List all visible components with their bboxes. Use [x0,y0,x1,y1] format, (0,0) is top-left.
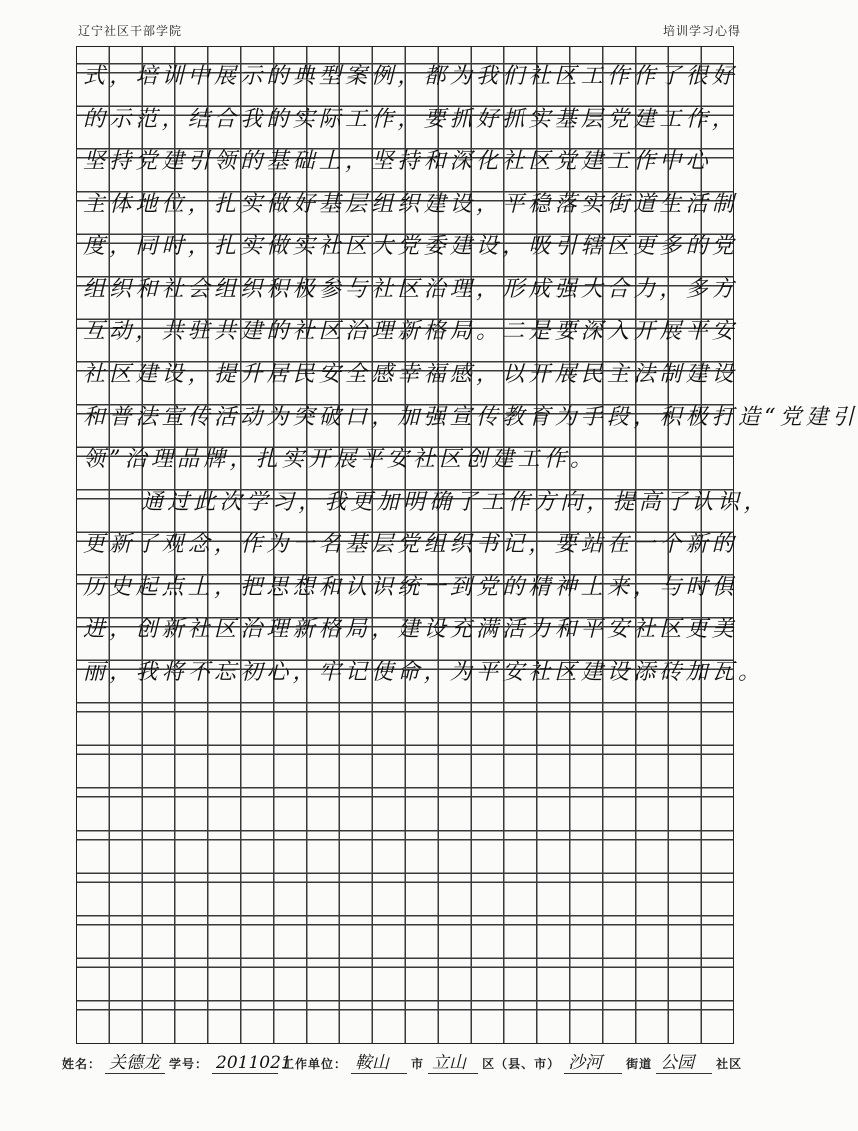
text-line-9: 和普法宣传活动为突破口，加强宣传教育为手段，积极打造“党建引 [83,405,858,430]
id-value: 2011021 [212,1053,278,1074]
text-line-7: 互动，共驻共建的社区治理新格局。二是要深入开展平安 [83,319,739,344]
text-line-8: 社区建设，提升居民安全感幸福感，以开展民主法制建设 [83,362,739,387]
text-line-2: 的示范，结合我的实际工作，要抓好抓实基层党建工作， [83,107,739,132]
text-line-6: 组织和社会组织积极参与社区治理，形成强大合力，多方 [83,277,739,302]
community-label: 社区 [716,1056,743,1071]
text-line-14: 进，创新社区治理新格局，建设充满活力和平安社区更美 [83,617,739,642]
text-line-3: 坚持党建引领的基础上，坚持和深化社区党建工作中心 [83,149,712,174]
grid-writing-sheet [76,46,858,1044]
text-line-11: 通过此次学习，我更加明确了工作方向，提高了认识， [141,490,770,515]
text-line-5: 度，同时，扎实做实社区大党委建设，吸引辖区更多的党 [83,234,739,259]
street-value: 沙河 [564,1053,622,1074]
city-value: 鞍山 [351,1053,407,1074]
text-line-10: 领”治理品牌，扎实开展平安社区创建工作。 [83,447,597,472]
text-line-4: 主体地位，扎实做好基层组织建设，平稳落实街道生活制 [83,192,739,217]
community-value: 公园 [656,1053,712,1074]
text-line-15: 丽，我将不忘初心，牢记使命，为平安社区建设添砖加瓦。 [83,660,765,685]
name-label: 姓名： [62,1056,102,1071]
unit-label: 工作单位： [282,1056,348,1071]
name-value: 关德龙 [105,1053,165,1074]
id-label: 学号： [169,1056,209,1071]
district-label: 区（县、市） [482,1056,561,1071]
header-institution: 辽宁社区干部学院 [78,24,183,38]
text-line-13: 历史起点上，把思想和认识统一到党的精神上来，与时俱 [83,575,739,600]
text-line-1: 式，培训中展示的典型案例，都为我们社区工作作了很好 [83,64,739,89]
district-value: 立山 [428,1053,478,1074]
city-label: 市 [411,1056,425,1071]
street-label: 街道 [626,1056,653,1071]
header-doc-title: 培训学习心得 [662,24,741,38]
student-info-footer [62,1050,752,1076]
text-line-12: 更新了观念，作为一名基层党组织书记，要站在一个新的 [83,532,739,557]
